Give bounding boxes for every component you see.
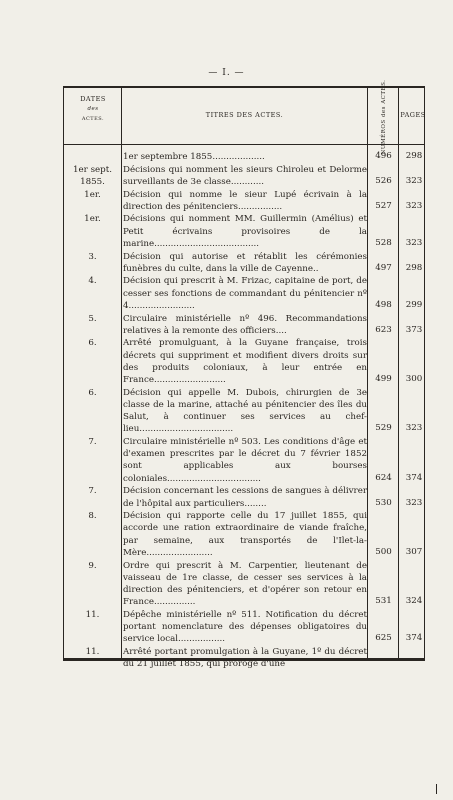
act-title: Circulaire ministérielle nº 496. Recommandations relatives à la remonte des officiers.... [123,313,367,336]
act-date: 6. [88,387,97,398]
table-row [64,510,424,559]
header-titles: TITRES DES ACTES. [205,111,284,119]
act-title: Décision qui rapporte celle du 17 juillet 1855, qui accorde une ration extraordinaire de viande fraîche, par semaine, aux transportés de l'Ilet-la-Mère........................ [123,511,367,558]
act-number: 530 [375,497,392,508]
act-date: 1er sept. 1855. [73,164,112,187]
header-pages: PAGES [400,111,426,119]
act-date: 11. [85,609,100,620]
act-title: Décision qui appelle M. Dubois, chirurgien de 3e classe de la marine, attaché au pénitencier des îles du Salut, à continuer ses services au chef-lieu.................................. [123,387,367,435]
act-number: 528 [375,237,392,248]
table-row [64,313,424,338]
act-date: 5. [88,313,97,324]
table-body [64,151,424,671]
table-of-acts [63,79,426,670]
table-row [64,251,424,276]
header-actes-label: ACTES. [81,116,105,122]
act-title: Dépêche ministérielle nº 511. Notification du décret portant nomenclature des dépenses obligatoires du service local................. [123,609,367,645]
act-title: Ordre qui prescrit à M. Carpentier, lieutenant de vaisseau de 1re classe, de cesser ses services à la direction des pénitenciers, et d'opérer son retour en France............... [123,560,367,608]
act-title: Décision qui nomme le sieur Lupé écrivain à la direction des pénitenciers................ [123,189,367,212]
act-page: 298 [405,151,423,161]
act-page: 323 [405,200,423,211]
table-row [64,151,424,164]
page-number: — I. — [208,68,245,78]
act-number: 498 [375,299,392,310]
act-number: 625 [375,633,392,644]
act-date: 1er. [84,214,101,225]
act-number: 496 [375,151,392,161]
act-page: 298 [405,262,423,273]
act-page: 299 [405,299,423,310]
act-page: 373 [405,324,423,335]
act-date: 9. [88,560,97,571]
act-page: 300 [405,374,423,385]
act-date: 4. [88,276,97,287]
header-des-label: des [87,106,99,112]
act-number: 500 [375,546,392,557]
act-page: 323 [405,423,423,434]
table-row [64,485,424,510]
act-page: 307 [405,546,423,557]
act-number: 526 [375,175,392,186]
table-row [64,337,424,386]
act-date: 3. [88,251,97,262]
table-row [64,164,424,189]
table-row [64,213,424,250]
act-date: 1er. [84,189,101,200]
act-number: 497 [375,262,392,273]
act-date: 6. [88,338,97,349]
act-title: Décision qui prescrit à M. Frizac, capitaine de port, de cesser ses fonctions de commandant du pénitencier nº 4........................ [123,276,367,311]
act-number: 623 [375,324,392,335]
table-row [64,646,424,671]
act-title: Arrêté promulguant, à la Guyane française, trois décrets qui suppriment et modifient divers droits sur des produits coloniaux, à leur entrée en France.......................... [123,338,367,386]
act-title: Décision qui autorise et rétablit les cérémonies funèbres du culte, dans la ville de Cayenne.. [123,251,367,274]
table-row [64,387,424,436]
act-date: 11. [85,646,100,657]
header-dates [66,94,120,124]
act-date: 8. [88,511,97,522]
act-number: 529 [375,423,392,434]
table-row [64,436,424,485]
act-title: Décisions qui nomment les sieurs Chiroleu et Delorme surveillants de 3e classe............ [123,164,367,187]
act-number: 527 [375,200,392,211]
margin-mark [436,784,437,794]
act-page: 374 [405,472,423,483]
act-number: 531 [375,596,392,607]
act-title: Circulaire ministérielle nº 503. Les conditions d'âge et d'examen prescrites par le décret du 7 février 1852 sont applicables aux bourses coloniales.................................. [123,437,367,484]
table-row [64,609,424,646]
act-date: 7. [88,486,97,497]
act-title: 1er septembre 1855................... [123,152,265,162]
act-page: 323 [405,497,423,508]
table-row [64,189,424,214]
table-row [64,275,424,312]
act-page: 324 [405,596,423,607]
act-number: 624 [375,472,392,483]
act-title: Arrêté portant promulgation à la Guyane, 1º du décret du 21 juillet 1855, qui proroge d'une [123,646,367,670]
act-title: Décision concernant les cessions de sangues à délivrer de l'hôpital aux particuliers........ [123,486,367,509]
act-number: 499 [375,374,392,385]
header-dates-label: DATES [80,95,106,103]
act-title: Décisions qui nomment MM. Guillermin (Amélius) et Petit écrivains provisoires de la marine...................................... [123,214,367,249]
act-page: 323 [405,237,423,248]
act-page: 323 [405,175,423,186]
header-divider [64,144,424,145]
header-numbers: NUMÉROS des ACTES. [380,79,387,155]
table-row [64,560,424,609]
act-date: 7. [88,437,97,448]
act-page: 374 [405,633,423,644]
